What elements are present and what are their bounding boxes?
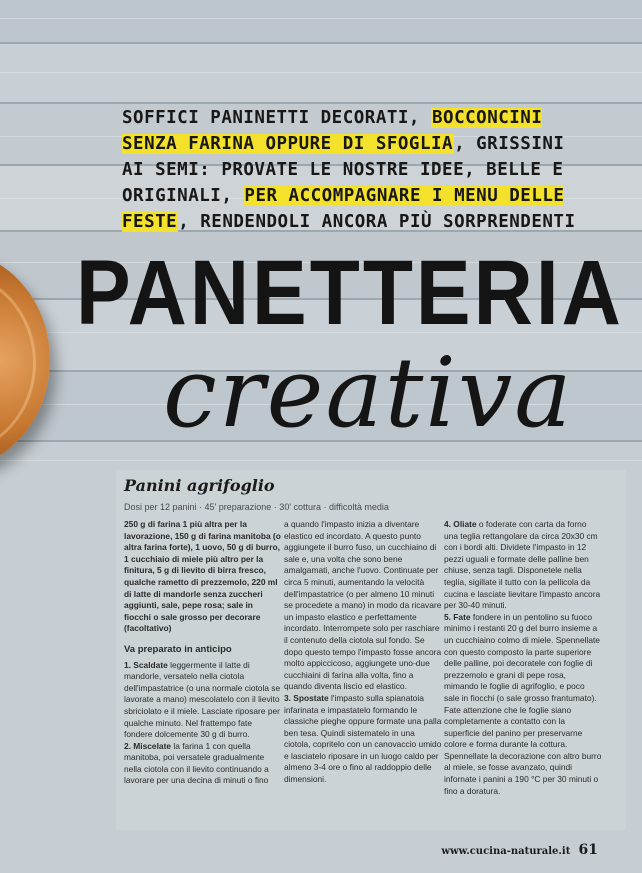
step-2-text-a: la farina 1 con quella manitoba, poi versatele gradualmente nella ciotola con il lievito continuando a lavorare per una decina di minuti o fino	[124, 740, 269, 786]
step-4-label: 4. Oliate	[444, 519, 477, 529]
step-1	[124, 660, 282, 741]
ingredients-list: 250 g di farina 1 più altra per la lavorazione, 150 g di farina manitoba (o altra farina forte), 1 uovo, 50 g di burro, 1 cucchiaio di miele più altro per la finitura, 5 g di lievito di birra fresco, qualche rametto di prezzemolo, 220 ml di latte di mandorle senza zuccheri aggiunti, sale, pepe rosa; sale in fiocchi o sale grosso per decorare (facoltativo)	[124, 519, 281, 634]
step-5-text: fondere in un pentolino su fuoco minimo i restanti 20 g del burro insieme a un cucchiaino colmo di miele. Spennellate con questo composto la parte superiore delle palline, poi decoratele con foglie di prezzemolo e grani di pepe rosa, mimando le foglie di agrifoglio, e poco sale in fiocchi (o sale grosso frantumato). Fate attenzione che le foglie siano completamente a contatto con la superficie del panino per preservarne colore e forma durante la cottura. Spennellate la decorazione con altro burro al miele, se fosse avanzato, quindi infornate i panini a 190 °C per 30 minuti o fino a doratura.	[444, 611, 602, 796]
step-2-continued	[284, 519, 442, 693]
step-4	[444, 519, 602, 612]
intro-highlight-1: BOCCONCINI SENZA FARINA OPPURE DI SFOGLIA	[122, 108, 543, 154]
intro-highlight-2: PER ACCOMPAGNARE I MENU DELLE FESTE	[122, 186, 565, 232]
recipe-column-3	[444, 519, 602, 797]
recipe-column-1	[124, 519, 282, 787]
recipe-column-2	[284, 519, 442, 786]
main-title: PANETTERIA	[76, 242, 624, 344]
recipe-title: Panini agrifoglio	[124, 476, 275, 495]
intro-text	[122, 105, 592, 235]
step-4-text: o foderate con carta da forno una teglia rettangolare da circa 20x30 cm con i bordi alti. Dividete l'impasto in 12 pezzi uguali e formate delle palline ben chiuse, senza tagli. Disponetele nella teglia, sigillate il tutto con la pellicola da cucina e lasciate lievitare l'impasto ancora per 30-40 minuti.	[444, 519, 601, 611]
step-5-label: 5. Fate	[444, 611, 471, 622]
intro-part-5: , RENDENDOLI ANCORA PIÙ SORPRENDENTI	[178, 212, 576, 232]
footer-url[interactable]: www.cucina-naturale.it	[441, 846, 571, 857]
step-3-text: l'impasto sulla spianatoia infarinata e impastatelo formando le classiche pieghe oppure formate una palla ben tesa. Quindi sistematelo in una ciotola, copritelo con un canovaccio umido e lasciatelo riposare in un luogo caldo per almeno 3-4 ore o fino al raddoppio delle dimensioni.	[284, 692, 442, 785]
main-title-script: creativa	[163, 337, 574, 449]
prep-heading: Va preparato in anticipo	[124, 643, 232, 655]
intro-part-3: , GRISSINI AI SEMI: PROVATE LE NOSTRE IDEE, BELLE E ORIGINALI,	[122, 134, 565, 206]
step-2-text-b: a quando l'impasto inizia a diventare elastico ed incordato. A questo punto aggiungete il burro fuso, un cucchiaino di sale e, una volta che sono bene amalgamati, anche l'uovo. Continuate per circa 5 minuti, aumentando la velocità dell'impastatrice (o per almeno 10 minuti se procedete a mano) in modo da ricavare un impasto elastico e perfettamente incordato. Interrompete solo per raschiare il contenuto della ciotola sul fondo. Se dopo questo tempo l'impasto fosse ancora molto appiccicoso, aggiungete uno-due cucchiaini di farina alla volta, fino a quando diventa liscio ed elastico.	[284, 519, 442, 692]
page-footer	[441, 842, 598, 858]
step-1-text: leggermente il latte di mandorle, versatelo nella ciotola dell'impastatrice (o una normale ciotola se lavorate a mano) mescolatelo con il lievito sbriciolato e il miele. Lasciate riposare per qualche minuto. Nel frattempo fate fondere dolcemente 30 g di burro.	[124, 659, 281, 740]
step-2-start	[124, 741, 282, 787]
page-number: 61	[578, 842, 598, 858]
recipe-meta: Dosi per 12 panini · 45' preparazione · 30' cottura · difficoltà media	[124, 502, 389, 512]
step-3-label: 3. Spostate	[284, 692, 329, 703]
intro-part-1: SOFFICI PANINETTI DECORATI,	[122, 108, 432, 128]
step-2-label: 2. Miscelate	[124, 740, 172, 751]
step-1-label: 1. Scaldate	[124, 659, 168, 670]
step-5	[444, 612, 602, 798]
step-3	[284, 693, 442, 786]
